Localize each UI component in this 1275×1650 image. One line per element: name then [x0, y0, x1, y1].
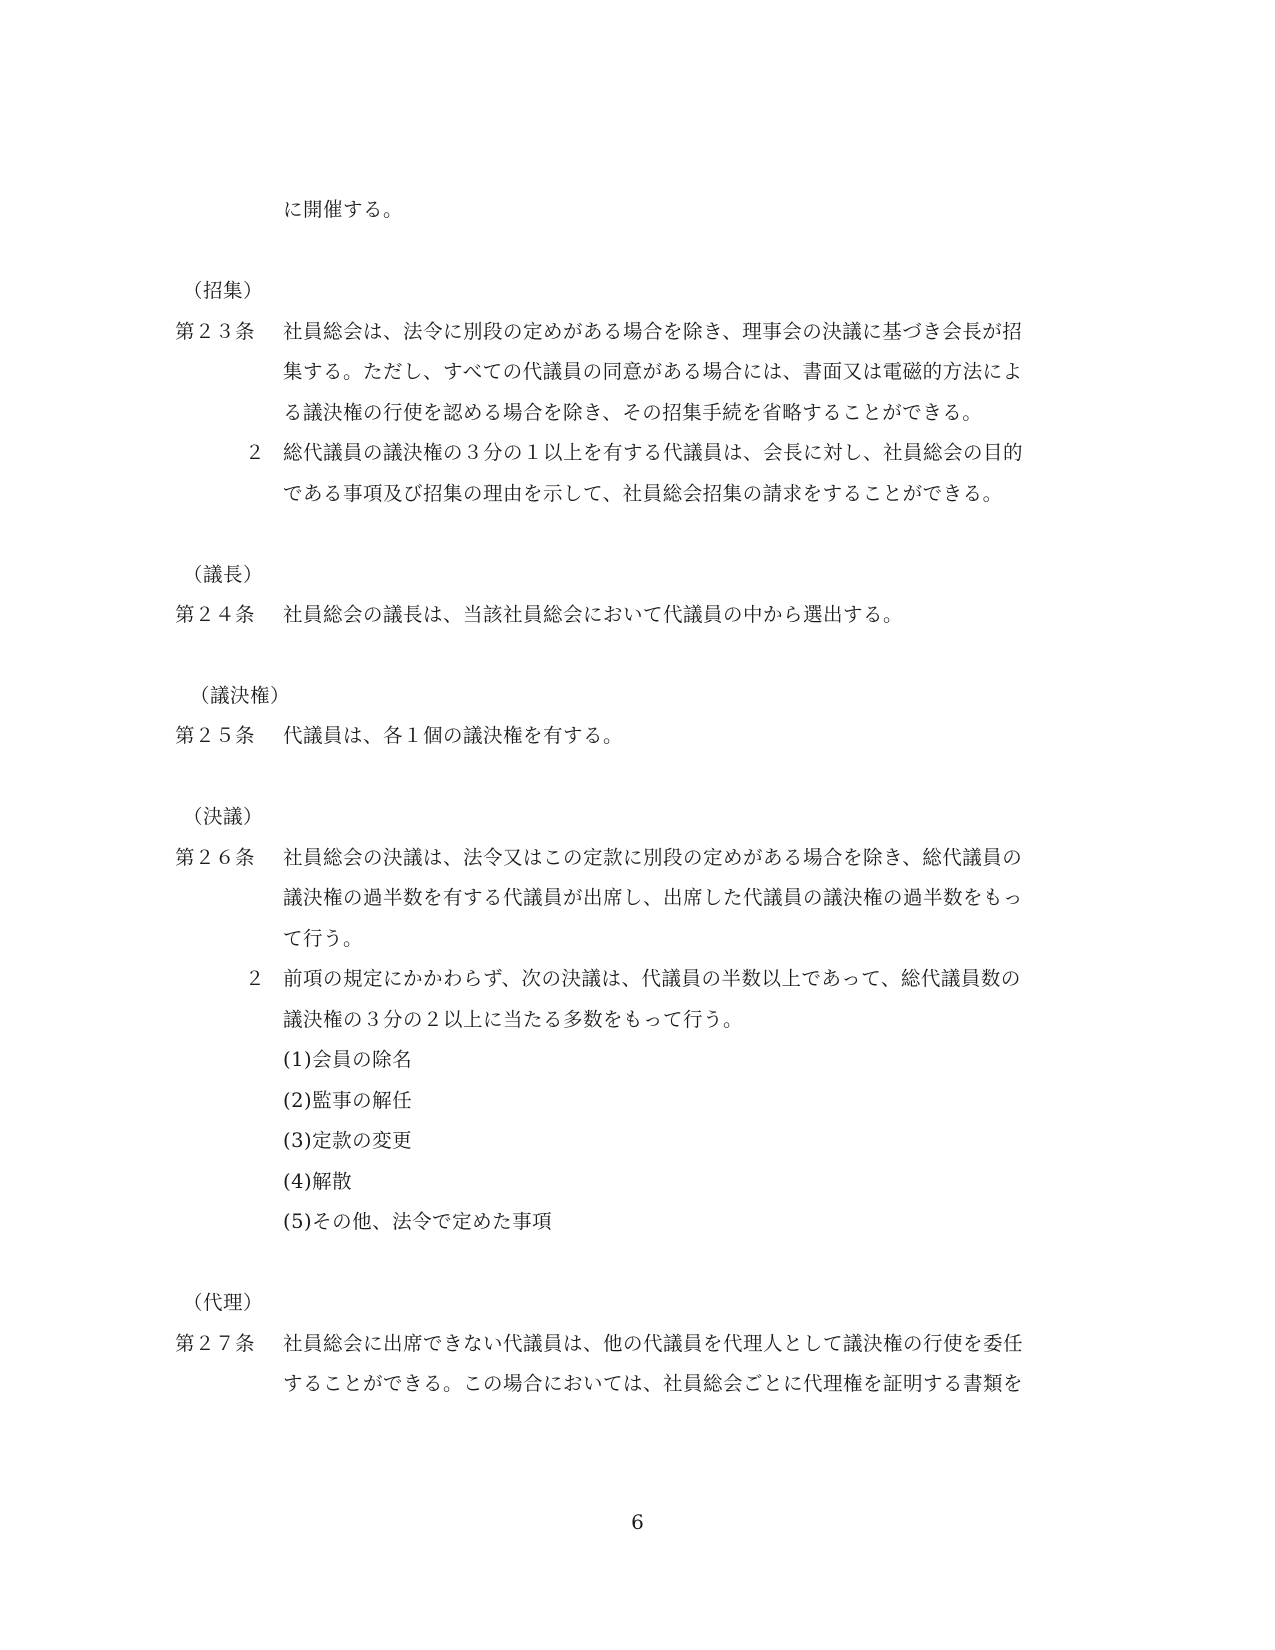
article-26-list-item: (4)解散	[283, 1170, 353, 1193]
article-26-line: て行う。	[283, 927, 364, 950]
article-27-line: 社員総会に出席できない代議員は、他の代議員を代理人として議決権の行使を委任	[283, 1332, 1024, 1355]
article-25-number: 第２５条	[175, 724, 256, 747]
article-24-line: 社員総会の議長は、当該社員総会において代議員の中から選出する。	[283, 603, 904, 626]
article-27-number: 第２７条	[175, 1332, 256, 1355]
article-23-heading: （招集）	[183, 279, 264, 302]
article-26-list-item: (1)会員の除名	[283, 1048, 413, 1071]
article-26-line: 議決権の過半数を有する代議員が出席し、出席した代議員の議決権の過半数をもっ	[283, 886, 1024, 909]
article-27-heading: （代理）	[183, 1291, 264, 1314]
article-26-paragraph-2-number: ２	[245, 967, 266, 990]
continued-text: に開催する。	[283, 198, 404, 221]
article-26-paragraph-2-line: 議決権の３分の２以上に当たる多数をもって行う。	[283, 1008, 744, 1031]
article-24-heading: （議長）	[183, 563, 264, 586]
article-25-line: 代議員は、各１個の議決権を有する。	[283, 724, 624, 747]
article-26-number: 第２６条	[175, 846, 256, 869]
article-26-list-item: (3)定款の変更	[283, 1129, 413, 1152]
article-23-paragraph-2-line: 総代議員の議決権の３分の１以上を有する代議員は、会長に対し、社員総会の目的	[283, 441, 1024, 464]
article-23-line: る議決権の行使を認める場合を除き、その招集手続を省略することができる。	[283, 401, 983, 424]
article-27-line: することができる。この場合においては、社員総会ごとに代理権を証明する書類を	[283, 1372, 1024, 1395]
article-26-heading: （決議）	[183, 805, 264, 828]
article-26-list-item: (2)監事の解任	[283, 1089, 413, 1112]
article-23-line: 集する。ただし、すべての代議員の同意がある場合には、書面又は電磁的方法によ	[283, 360, 1023, 383]
article-23-paragraph-2-number: ２	[245, 441, 266, 464]
article-26-paragraph-2-line: 前項の規定にかかわらず、次の決議は、代議員の半数以上であって、総代議員数の	[283, 967, 1021, 990]
article-23-line: 社員総会は、法令に別段の定めがある場合を除き、理事会の決議に基づき会長が招	[283, 320, 1023, 343]
article-25-heading: （議決権）	[190, 684, 291, 707]
article-23-paragraph-2-line: である事項及び招集の理由を示して、社員総会招集の請求をすることができる。	[283, 482, 1003, 505]
article-26-line: 社員総会の決議は、法令又はこの定款に別段の定めがある場合を除き、総代議員の	[283, 846, 1023, 869]
article-23-number: 第２３条	[175, 320, 256, 343]
article-26-list-item: (5)その他、法令で定めた事項	[283, 1210, 553, 1233]
page-number: 6	[631, 1510, 644, 1534]
article-24-number: 第２４条	[175, 603, 256, 626]
